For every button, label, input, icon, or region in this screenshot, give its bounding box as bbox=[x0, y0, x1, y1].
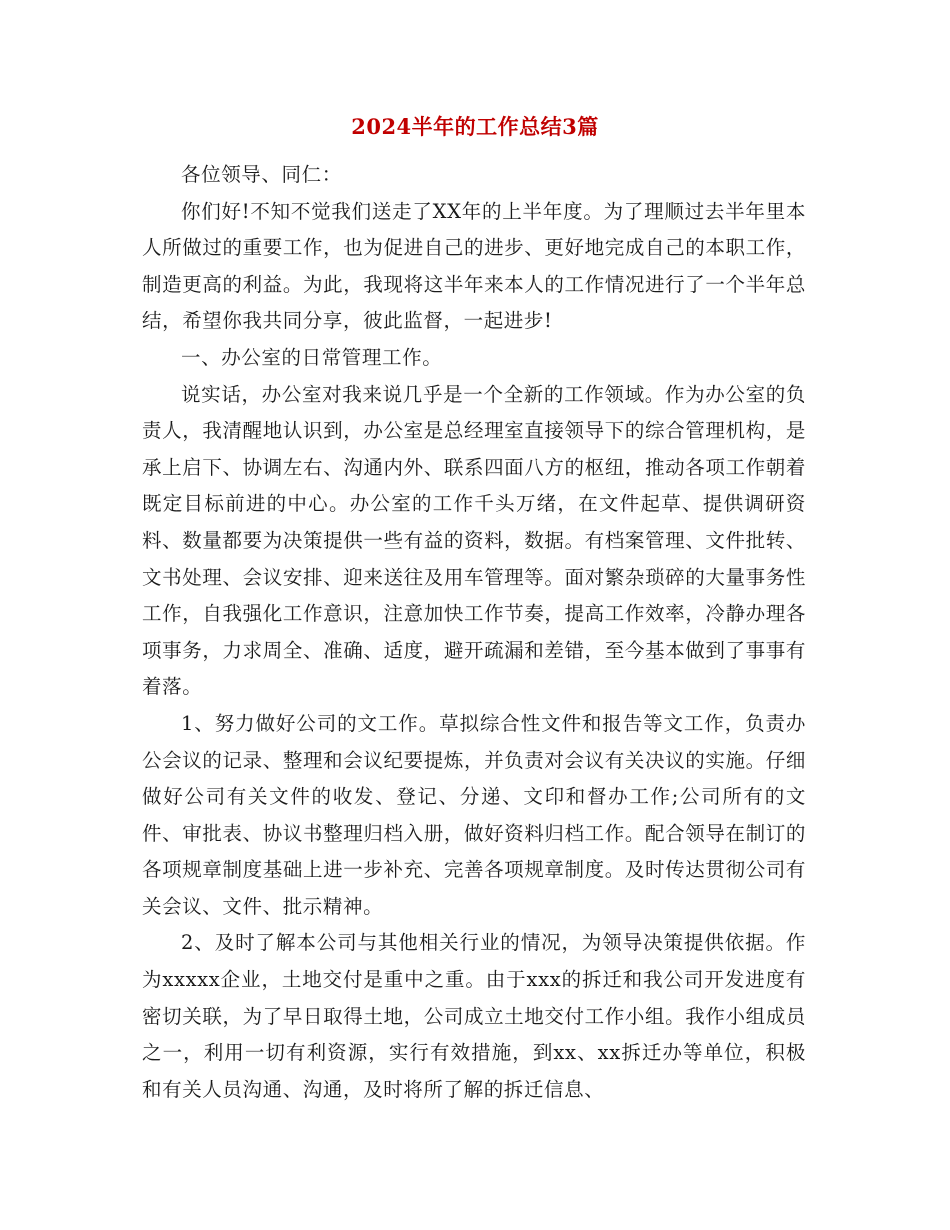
paragraph-item-2: 2、及时了解本公司与其他相关行业的情况，为领导决策提供依据。作为xxxxx企业，土地交付是重中之重。由于xxx的拆迁和我公司开发进度有密切关联，为了早日取得土地，公司成立土地交付工作小组。我作小组成员之一，利用一切有利资源，实行有效措施，到xx、xx拆迁办等单位，积极和有关人员沟通、沟通，及时将所了解的拆迁信息、 bbox=[142, 931, 806, 1101]
document-body bbox=[142, 157, 806, 1108]
section-heading-office-management: 一、办公室的日常管理工作。 bbox=[181, 345, 443, 369]
paragraph-item-1: 1、努力做好公司的文工作。草拟综合性文件和报告等文工作，负责办公会议的记录、整理和会议纪要提炼，并负责对会议有关决议的实施。仔细做好公司有关文件的收发、登记、分递、文印和督办工作;公司所有的文件、审批表、协议书整理归档入册，做好资料归档工作。配合领导在制订的各项规章制度基础上进一步补充、完善各项规章制度。及时传达贯彻公司有关会议、文件、批示精神。 bbox=[142, 711, 806, 918]
paragraph-greeting: 各位领导、同仁： bbox=[181, 163, 342, 186]
paragraph-intro: 你们好!不知不觉我们送走了XX年的上半年度。为了理顺过去半年里本人所做过的重要工作，也为促进自己的进步、更好地完成自己的本职工作，制造更高的利益。为此，我现将这半年来本人的工作情况进行了一个半年总结，希望你我共同分享，彼此监督，一起进步! bbox=[142, 199, 806, 333]
paragraph-office-overview: 说实话，办公室对我来说几乎是一个全新的工作领域。作为办公室的负责人，我清醒地认识到，办公室是总经理室直接领导下的综合管理机构，是承上启下、协调左右、沟通内外、联系四面八方的枢纽，推动各项工作朝着既定目标前进的中心。办公室的工作千头万绪，在文件起草、提供调研资料、数量都要为决策提供一些有益的资料，数据。有档案管理、文件批转、文书处理、会议安排、迎来送往及用车管理等。面对繁杂琐碎的大量事务性工作，自我强化工作意识，注意加快工作节奏，提高工作效率，冷静办理各项事务，力求周全、准确、适度，避开疏漏和差错，至今基本做到了事事有着落。 bbox=[142, 382, 806, 699]
document-title: 2024半年的工作总结3篇 bbox=[351, 114, 599, 139]
